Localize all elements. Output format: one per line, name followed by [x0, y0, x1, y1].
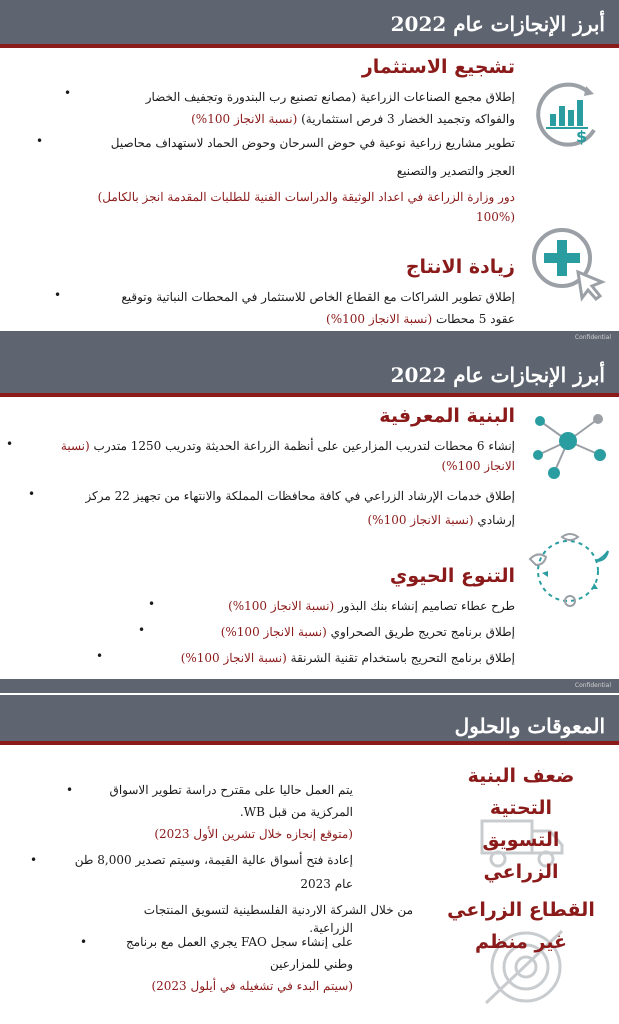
slide2-footer-bar [0, 679, 619, 693]
solution1-status: (متوقع إنجازه خلال تشرين الأول 2023) [154, 827, 353, 841]
obstacle-infrastructure-1: ضعف البنية [467, 765, 575, 787]
section-title-biodiversity: التنوع الحيوي [389, 565, 515, 587]
solution3-line1: من خلال الشركة الاردنية الفلسطينية لتسويق المنتجات [143, 903, 413, 917]
status-badge: (نسبة الانجاز 100%) [191, 112, 298, 126]
status-badge: (نسبة الانجاز 100%) [326, 312, 433, 326]
status-badge: (نسبة الانجاز 100%) [180, 651, 287, 665]
solution1-line2: المركزية من قبل WB. [239, 805, 353, 819]
slide2-header-text: أبرز الإنجازات عام 2022 [390, 363, 605, 387]
slide2-header [0, 345, 619, 393]
investment-note-line2: (100% [476, 210, 515, 224]
slide-investment-production [0, 0, 619, 345]
slide-knowledge-biodiversity [0, 345, 619, 695]
header-accent-line [0, 393, 619, 397]
obstacle-marketing-2: الزراعي [483, 861, 559, 883]
investment-item2-line1: تطوير مشاريع زراعية نوعية في حوض السرحان وحوض الحماد لاستهداف محاصيل [110, 136, 515, 150]
section-title-knowledge: البنية المعرفية [379, 405, 515, 427]
status-badge: (نسبة الانجاز 100%) [220, 625, 327, 639]
slide3-header [0, 695, 619, 741]
solution1-line1: يتم العمل حاليا على مقترح دراسة تطوير الاسواق [109, 783, 353, 797]
solution2-line2: عام 2023 [300, 877, 353, 891]
bullet: • [148, 597, 156, 611]
solution4-line1: على إنشاء سجل FAO يجري العمل مع برنامج [125, 935, 353, 949]
solution4-status: (سيتم البدء في تشغيله في أيلول 2023) [151, 979, 353, 993]
header-accent-line [0, 44, 619, 48]
production-item1-line2: عقود 5 محطات (نسبة الانجاز 100%) [326, 312, 515, 326]
obstacle-infrastructure-2: التحتية [489, 797, 553, 819]
confidential-label: Confidential [574, 682, 611, 689]
solution2-line1: إعادة فتح أسواق عالية القيمة، وسيتم تصدير 8,000 طن [74, 853, 353, 867]
svg-text:$: $ [576, 127, 588, 146]
bullet: • [66, 783, 74, 797]
network-nodes-icon [528, 411, 608, 481]
bullet: • [96, 649, 104, 663]
biodiversity-item2: إطلاق برنامج تحريج طريق الصحراوي (نسبة الانجاز 100%) [220, 625, 515, 639]
investment-note-line1: دور وزارة الزراعة في اعداد الوثيقة والدراسات الفنية للطلبات المقدمة انجز بالكامل) [97, 190, 515, 204]
status-badge: (نسبة الانجاز 100%) [367, 513, 474, 527]
investment-item1-line1: إطلاق مجمع الصناعات الزراعية (مصانع تصنيع رب البندورة وتجفيف الخضار [145, 90, 515, 104]
slide-obstacles-solutions [0, 695, 619, 1024]
knowledge-item1-status: الانجاز 100%) [441, 459, 515, 473]
obstacle-sector-2: غير منظم [474, 931, 568, 953]
bullet: • [36, 134, 44, 148]
slide1-header-text: أبرز الإنجازات عام 2022 [390, 12, 605, 36]
slide3-header-text: المعوقات والحلول [454, 714, 605, 738]
solution3-line2: الزراعية. [309, 921, 353, 935]
bullet: • [80, 935, 88, 949]
ecosystem-cycle-icon [522, 531, 614, 611]
slide1-header [0, 0, 619, 44]
biodiversity-item1: طرح عطاء تصاميم إنشاء بنك البذور (نسبة الانجاز 100%) [228, 599, 515, 613]
section-title-investment: تشجيع الاستثمار [361, 56, 515, 78]
section-title-production: زيادة الانتاج [405, 256, 515, 278]
chart-dollar-icon [530, 80, 604, 148]
bullet: • [54, 288, 62, 302]
production-item1-line1: إطلاق تطوير الشراكات مع القطاع الخاص للاستثمار في المحطات النباتية وتوقيع [121, 290, 515, 304]
investment-item2-line2: العجز والتصدير والتصنيع [396, 164, 515, 178]
biodiversity-item3: إطلاق برنامج التحريج باستخدام تقنية الشرنقة (نسبة الانجاز 100%) [180, 651, 515, 665]
slide1-footer-bar [0, 331, 619, 345]
confidential-label: Confidential [574, 334, 611, 341]
status-badge: (نسبة الانجاز 100%) [228, 599, 335, 613]
knowledge-item1-line1: إنشاء 6 محطات لتدريب المزارعين على أنظمة الزراعة الحديثة وتدريب 1250 متدرب (نسبة [60, 439, 515, 453]
obstacle-sector-1: القطاع الزراعي [447, 899, 595, 921]
header-accent-line [0, 741, 619, 745]
plus-cursor-icon [528, 224, 608, 302]
bullet: • [30, 853, 38, 867]
bullet: • [138, 623, 146, 637]
bullet: • [64, 86, 72, 100]
bullet: • [6, 437, 14, 451]
obstacle-marketing-1: التسويق [482, 829, 560, 851]
knowledge-item2-line2: إرشادي (نسبة الانجاز 100%) [367, 513, 515, 527]
bullet: • [28, 487, 36, 501]
investment-item1-line2: والفواكه وتجميد الخضار 3 فرص استثمارية) (نسبة الانجاز 100%) [191, 112, 515, 126]
knowledge-item2-line1: إطلاق خدمات الإرشاد الزراعي في كافة محافظات المملكة والانتهاء من تجهيز 22 مركز [85, 489, 515, 503]
solution4-line2: وطني للمزارعين [269, 957, 353, 971]
